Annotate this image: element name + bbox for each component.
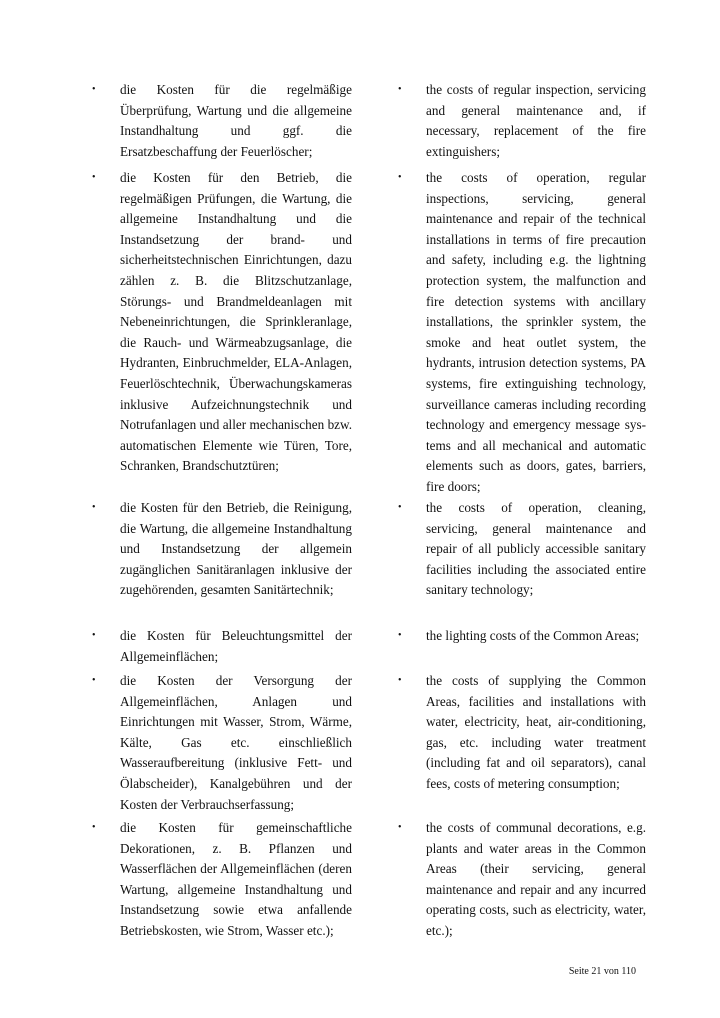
bullet-icon: • (398, 630, 402, 641)
english-list-item (398, 626, 646, 647)
bullet-icon: • (92, 630, 96, 641)
german-item-text: die Kosten der Versorgung der Allgemeinflächen, Anlagen und Einrichtungen mit Wasser, Strom, Wärme, Kälte, Gas etc. einschließlich Wasseraufbereitung (inklusive Fett- und Ölabscheider), Kanalgebühren und der Kosten der Verbrauchserfassung; (120, 673, 352, 812)
bullet-icon: • (398, 84, 402, 95)
english-item-text: the costs of operation, regular inspections, servicing, general maintenance and repair of the technical installations in terms of fire precaution and safety, including e.g. the lightning protection system, the malfunction and fire detection systems with ancillary installations, the sprinkler system, the smoke and heat outlet system, the hydrants, intrusion detection systems, PA systems, fire extinguishing technology, surveillance cameras including recording technology and emergency message systems and all mechanical and automatic elements such as doors, gates, barriers, fire doors; (426, 170, 646, 494)
german-item-text: die Kosten für gemeinschaftliche Dekorationen, z. B. Pflanzen und Wasserflächen der Allgemeinflächen (deren Wartung, allgemeine Instandhaltung und Instandsetzung sowie etwa anfallende Betriebskosten, wie Strom, Wasser etc.); (120, 820, 352, 938)
german-list-item (92, 671, 352, 815)
german-list-item (92, 80, 352, 162)
bullet-icon: • (92, 84, 96, 95)
german-item-text: die Kosten für die regelmäßige Überprüfung, Wartung und die allgemeine Instandhaltung und ggf. die Ersatzbeschaffung der Feuerlöscher; (120, 82, 352, 159)
bullet-icon: • (92, 675, 96, 686)
bullet-icon: • (398, 502, 402, 513)
german-list-item (92, 168, 352, 477)
english-list-item (398, 818, 646, 942)
english-list-item (398, 671, 646, 795)
english-item-text: the costs of regular inspection, servicing and general maintenance and, if necessary, replacement of the fire extinguishers; (426, 82, 646, 159)
german-list-item (92, 498, 352, 601)
english-list-item (398, 498, 646, 601)
bullet-icon: • (92, 172, 96, 183)
bullet-icon: • (398, 172, 402, 183)
german-item-text: die Kosten für den Betrieb, die Reinigung, die Wartung, die allgemeine Instandhaltung und Instandsetzung der allgemein zugänglichen Sanitäranlagen inklusive der zugehörenden, gesamten Sanitärtechnik; (120, 500, 352, 598)
english-list-item (398, 80, 646, 162)
bullet-icon: • (398, 822, 402, 833)
english-item-text: the costs of operation, cleaning, servicing, general maintenance and repair of all publicly accessible sanitary facilities including the associated entire sanitary technology; (426, 500, 646, 598)
english-item-text: the lighting costs of the Common Areas; (426, 628, 640, 643)
german-item-text: die Kosten für den Betrieb, die regelmäßigen Prüfungen, die Wartung, die allgemeine Instandhaltung und die Instandsetzung der brand- und sicherheitstechnischen Einrichtungen, dazu zählen z. B. die Blitzschutzanlage, Störungs- und Brandmeldeanlagen mit Nebeneinrichtungen, die Sprinkleranlage, die Rauch- und Wärmeabzugsanlage, die Hydranten, Einbruchmelder, ELA-Anlagen, Feuerlöschtechnik, Überwachungskameras inklusive Aufzeichnungstechnik und Notrufanlagen und aller mechanischen bzw. automatischen Elemente wie Türen, Tore, Schranken, Brandschutztüren; (120, 170, 352, 474)
english-item-text: the costs of supplying the Common Areas, facilities and installations with water, electricity, heat, air-conditioning, gas, etc. including water treatment (including fat and oil separators), canal fees, costs of metering consumption; (426, 673, 646, 791)
german-list-item (92, 626, 352, 667)
bullet-icon: • (92, 822, 96, 833)
german-item-text: die Kosten für Beleuchtungsmittel der Allgemeinflächen; (120, 628, 352, 664)
english-item-text: the costs of communal decorations, e.g. plants and water areas in the Common Areas (their servicing, general maintenance and repair and any incurred operating costs, such as electricity, water, etc.); (426, 820, 646, 938)
german-list-item (92, 818, 352, 942)
bullet-icon: • (92, 502, 96, 513)
bullet-icon: • (398, 675, 402, 686)
page-number: Seite 21 von 110 (568, 966, 636, 977)
english-list-item (398, 168, 646, 498)
